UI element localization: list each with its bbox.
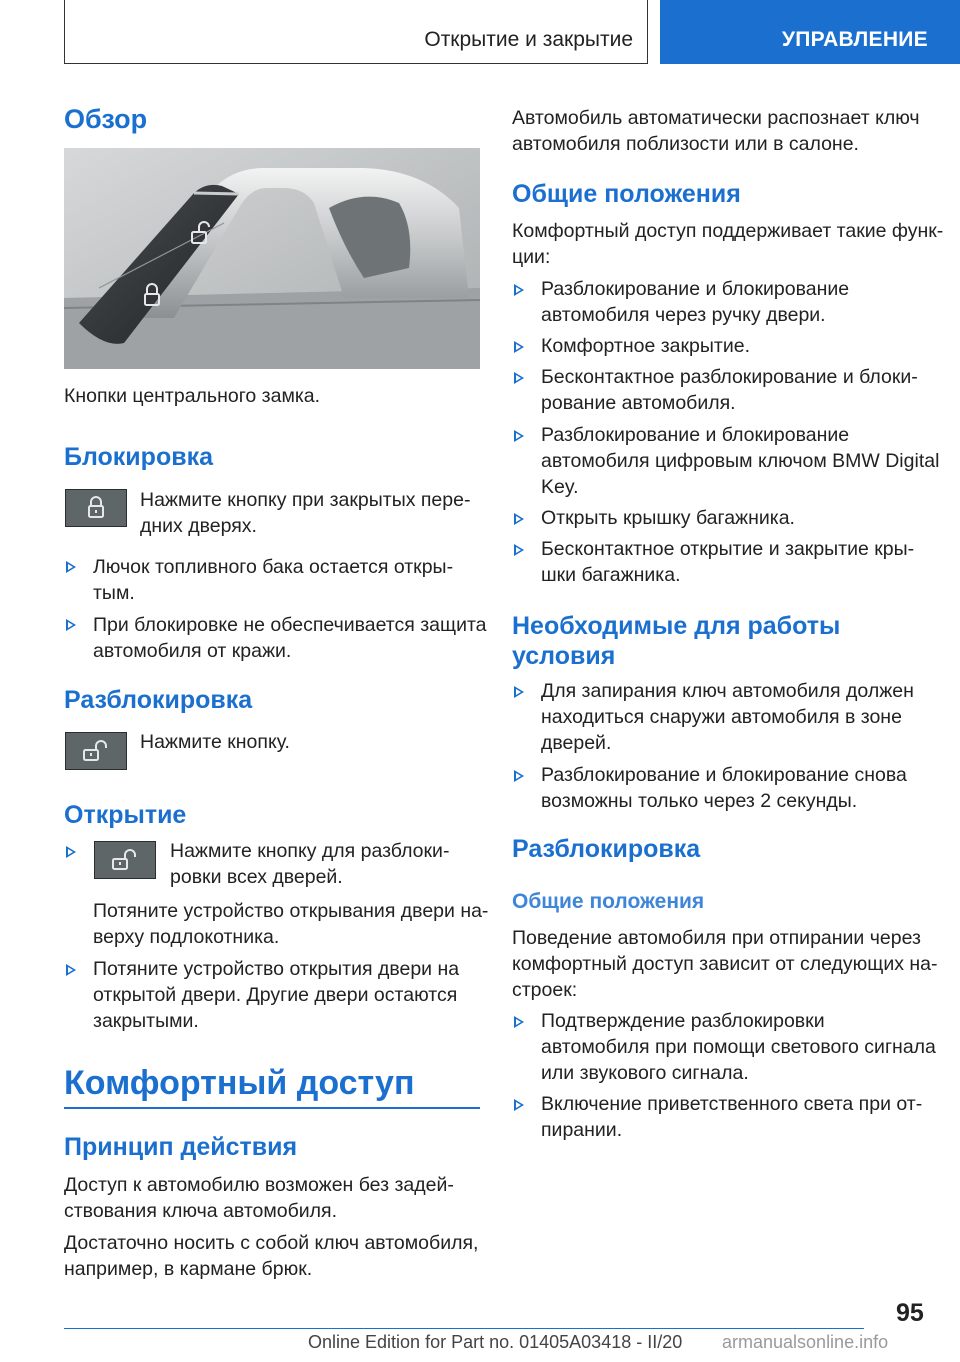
header-section-tab	[660, 0, 960, 64]
page-number: 95	[896, 1299, 924, 1327]
unlock-all-button-image	[94, 841, 156, 879]
requirements-bullet-2: Разблокирование и блокирование снова возможны только через 2 секунды.	[541, 764, 907, 812]
footer-rule	[64, 1328, 864, 1329]
comfort-unlock-heading: Разблокировка	[512, 835, 701, 863]
general-bullet-5: Открыть крышку багажника.	[541, 507, 795, 529]
comfort-unlock-bullet-2: Включение приветственного света при от- пирании.	[541, 1093, 923, 1141]
general-bullet-1: Разблокирование и блокирование автомобиля через ручку двери.	[541, 278, 850, 326]
overview-heading: Обзор	[64, 104, 148, 134]
header-title-box	[64, 0, 648, 64]
bullet-triangle-icon	[514, 1099, 524, 1111]
unlock-icon	[109, 847, 141, 873]
bullet-triangle-icon	[514, 1016, 524, 1028]
requirements-bullet-1: Для запирания ключ автомобиля должен находиться снаружи автомобиля в зоне дверей.	[541, 680, 914, 754]
bullet-triangle-icon	[66, 846, 76, 858]
bullet-triangle-icon	[514, 770, 524, 782]
header-title: Открытие и закрытие	[424, 28, 633, 51]
comfort-unlock-text: Поведение автомобиля при отпирании через комфортный доступ зависит от следующих на- строек:	[512, 927, 938, 1001]
general-bullet-4: Разблокирование и блокирование автомобиля цифровым ключом BMW Digital Key.	[541, 424, 940, 498]
lock-icon	[82, 495, 110, 521]
lock-bullet-1: Лючок топливного бака остается откры- тым.	[93, 556, 454, 604]
open-heading: Открытие	[64, 801, 187, 829]
principle-paragraph-2: Достаточно носить с собой ключ автомобиля, например, в кармане брюк.	[64, 1232, 479, 1280]
general-bullet-3: Бесконтактное разблокирование и блоки- рование автомобиля.	[541, 366, 918, 414]
comfort-access-heading: Комфортный доступ	[64, 1064, 415, 1102]
bullet-triangle-icon	[514, 513, 524, 525]
comfort-unlock-bullet-1: Подтверждение разблокировки автомобиля при помощи светового сигнала или звукового сигнала.	[541, 1010, 936, 1084]
bullet-triangle-icon	[514, 430, 524, 442]
open-bullet-1-extra: Потяните устройство открывания двери на- верху подлокотника.	[93, 900, 489, 948]
general-heading: Общие положения	[512, 180, 741, 208]
lock-text: Нажмите кнопку при закрытых пере- дних дверях.	[140, 489, 471, 537]
bullet-triangle-icon	[66, 619, 76, 631]
bullet-triangle-icon	[66, 964, 76, 976]
lock-button-image	[65, 489, 127, 527]
bullet-triangle-icon	[514, 686, 524, 698]
comfort-unlock-subheading: Общие положения	[512, 890, 705, 913]
unlock-heading: Разблокировка	[64, 686, 253, 714]
bullet-triangle-icon	[66, 561, 76, 573]
unlock-icon	[80, 738, 112, 764]
bullet-triangle-icon	[514, 284, 524, 296]
open-bullet-2: Потяните устройство открытия двери на открытой двери. Другие двери остаются закрытыми.	[93, 958, 460, 1032]
principle-heading: Принцип действия	[64, 1133, 298, 1161]
bullet-triangle-icon	[514, 372, 524, 384]
header-section-label: УПРАВЛЕНИЕ	[781, 28, 928, 51]
bullet-triangle-icon	[514, 544, 524, 556]
open-bullet-1: Нажмите кнопку для разблоки- ровки всех дверей.	[170, 840, 450, 888]
bullet-triangle-icon	[514, 341, 524, 353]
watermark-text: armanualsonline.info	[722, 1332, 889, 1352]
requirements-heading: Необходимые для работы условия	[512, 612, 841, 670]
door-panel-illustration	[64, 148, 480, 369]
general-bullet-6: Бесконтактное открытие и закрытие кры- шки багажника.	[541, 538, 915, 586]
unlock-text: Нажмите кнопку.	[140, 731, 290, 753]
photo-caption: Кнопки центрального замка.	[64, 385, 321, 407]
principle-paragraph-1: Доступ к автомобилю возможен без задей- ствования ключа автомобиля.	[64, 1174, 454, 1222]
general-bullet-2: Комфортное закрытие.	[541, 335, 750, 357]
edition-text: Online Edition for Part no. 01405A03418 - II/20	[308, 1332, 683, 1352]
lock-heading: Блокировка	[64, 443, 213, 471]
intro-paragraph: Автомобиль автоматически распознает ключ автомобиля поблизости или в салоне.	[512, 107, 920, 155]
unlock-button-image	[65, 732, 127, 770]
heading-rule	[64, 1107, 480, 1109]
general-text: Комфортный доступ поддерживает такие функ- ции:	[512, 220, 944, 268]
door-handle-photo	[64, 148, 480, 369]
lock-bullet-2: При блокировке не обеспечивается защита автомобиля от кражи.	[93, 614, 487, 662]
